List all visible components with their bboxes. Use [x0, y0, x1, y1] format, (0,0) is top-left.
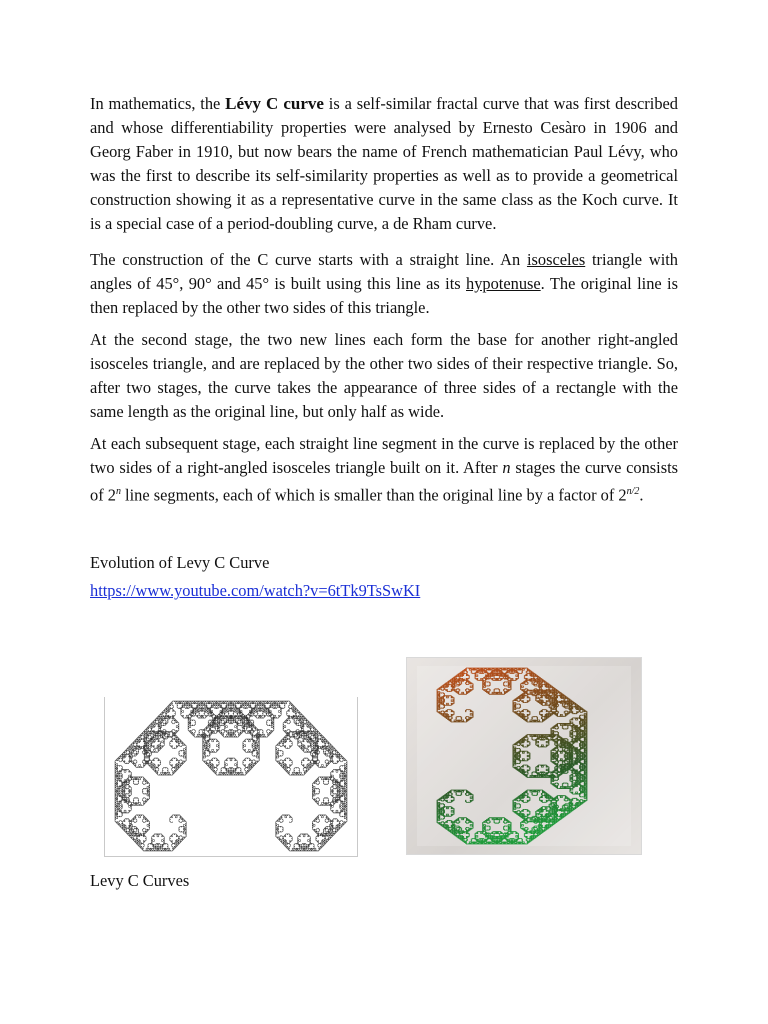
text-span: is a self-similar fractal curve that was first described and whose differentiability properties were analysed by Ernesto Cesàro in 1906 and Georg Faber in 1910, but now bears the name of French mathematician Paul Lévy, who was the first to describe its self-similarity properties as well as to provide a geometrical construction showing it as a representative curve in the same class as the Koch curve. It is a special case of a period-doubling curve, a de Rham curve.	[90, 94, 678, 233]
link-hypotenuse[interactable]: hypotenuse	[466, 274, 541, 293]
superscript-n: n	[115, 486, 121, 497]
text-span: In mathematics, the	[90, 94, 226, 113]
paragraph-intro	[90, 92, 678, 236]
figure-caption: Levy C Curves	[90, 871, 190, 890]
paragraph-second-stage: At the second stage, the two new lines each form the base for another right-angled isosceles triangle, and are replaced by the other two sides of their respective triangle. So, after two stages, the curve takes the appearance of three sides of a rectangle with the same length as the original line, but only half as wide.	[90, 330, 678, 421]
text-span: line segments, each of which is smaller than the original line by a factor of 2	[120, 485, 627, 505]
youtube-link[interactable]: https://www.youtube.com/watch?v=6tTk9TsSwKI	[90, 581, 421, 600]
figure-levy-c-curve-colored	[406, 657, 642, 855]
document-body	[90, 92, 678, 507]
levy-curve-path-black	[115, 701, 347, 851]
text-span: At each subsequent stage, each straight line segment in the curve is replaced by the other two sides of a right-angled isosceles triangle built on it. After	[90, 434, 678, 477]
italic-n: n	[502, 458, 511, 477]
link-isosceles[interactable]: isosceles	[526, 250, 586, 269]
paragraph-subsequent-stages	[90, 432, 678, 507]
text-span: The construction of the C curve starts with a straight line. An	[90, 250, 527, 269]
superscript-n-over-2: n/2	[626, 486, 640, 497]
paragraph-construction	[90, 248, 678, 320]
text-span: .	[639, 485, 644, 505]
evolution-heading: Evolution of Levy C Curve	[90, 553, 270, 572]
figure-levy-c-curve-black	[104, 697, 358, 857]
term-levy-c-curve: Lévy C curve	[225, 94, 324, 113]
levy-curve-colored-image	[407, 658, 641, 854]
text-span: . The original line is then replaced by the other two sides of this triangle.	[90, 274, 678, 317]
text-span: triangle with angles of 45°, 90° and 45° is built using this line as its	[90, 250, 678, 293]
text-span: stages the curve consists of 2	[90, 458, 679, 505]
levy-curve-black-image	[105, 697, 357, 855]
